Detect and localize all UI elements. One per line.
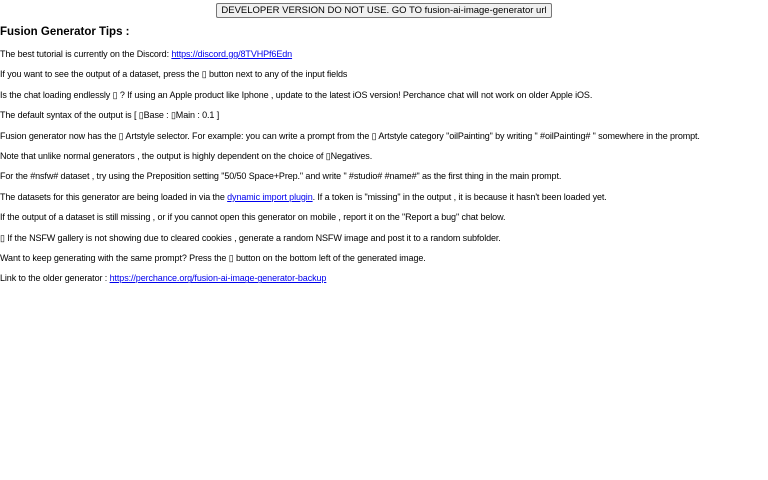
developer-version-button[interactable]: DEVELOPER VERSION DO NOT USE. GO TO fusion-ai-image-generator url	[216, 3, 551, 18]
tip-text: The datasets for this generator are being loaded in via the	[0, 191, 228, 202]
tip-text: . If a token is "missing" in the output , it is because it hasn't been loaded yet.	[312, 191, 607, 202]
tips-list	[0, 48, 768, 293]
tip-nsfw-gallery: ▯ If the NSFW gallery is not showing due to cleared cookies , generate a random NSFW image and post it to a random subfolder.	[0, 232, 501, 243]
tip-text: The best tutorial is currently on the Discord:	[0, 49, 172, 59]
tip-negatives: Note that unlike normal generators , the output is highly dependent on the choice of ▯Negatives.	[0, 150, 373, 161]
tip-discord-tutorial	[0, 48, 768, 68]
dev-banner-container	[0, 0, 768, 18]
page-title: Fusion Generator Tips :	[0, 26, 130, 38]
tip-chat-loading: Is the chat loading endlessly ▯ ? If using an Apple product like Iphone , update to the latest iOS version! Perchance chat will not work on older Apple iOS.	[0, 89, 593, 100]
discord-link[interactable]: https://discord.gg/8TVHPf6Edn	[171, 49, 293, 59]
tip-text: Link to the older generator :	[0, 273, 110, 284]
tip-same-prompt: Want to keep generating with the same prompt? Press the ▯ button on the bottom left of the generated image.	[0, 252, 426, 263]
tip-dynamic-import	[0, 191, 768, 211]
tip-report-bug: If the output of a dataset is still missing , or if you cannot open this generator on mobile , report it on the "Report a bug" chat below.	[0, 212, 506, 223]
tip-default-syntax: The default syntax of the output is [ ▯Base : ▯Main : 0.1 ]	[0, 110, 220, 121]
tip-nsfw-dataset: For the #nsfw# dataset , try using the Preposition setting "50/50 Space+Prep." and write " #studio# #name#" as the first thing in the main prompt.	[0, 171, 562, 182]
older-generator-link[interactable]: https://perchance.org/fusion-ai-image-generator-backup	[109, 273, 327, 284]
tip-dataset-output: If you want to see the output of a dataset, press the ▯ button next to any of the input fields	[0, 69, 348, 80]
tip-artstyle-selector: Fusion generator now has the ▯ Artstyle selector. For example: you can write a prompt from the ▯ Artstyle category "oilPainting" by writing " #oilPainting# " somewhere in the prompt.	[0, 130, 700, 141]
dynamic-import-plugin-link[interactable]: dynamic import plugin	[227, 191, 313, 202]
tip-older-generator	[0, 272, 768, 292]
